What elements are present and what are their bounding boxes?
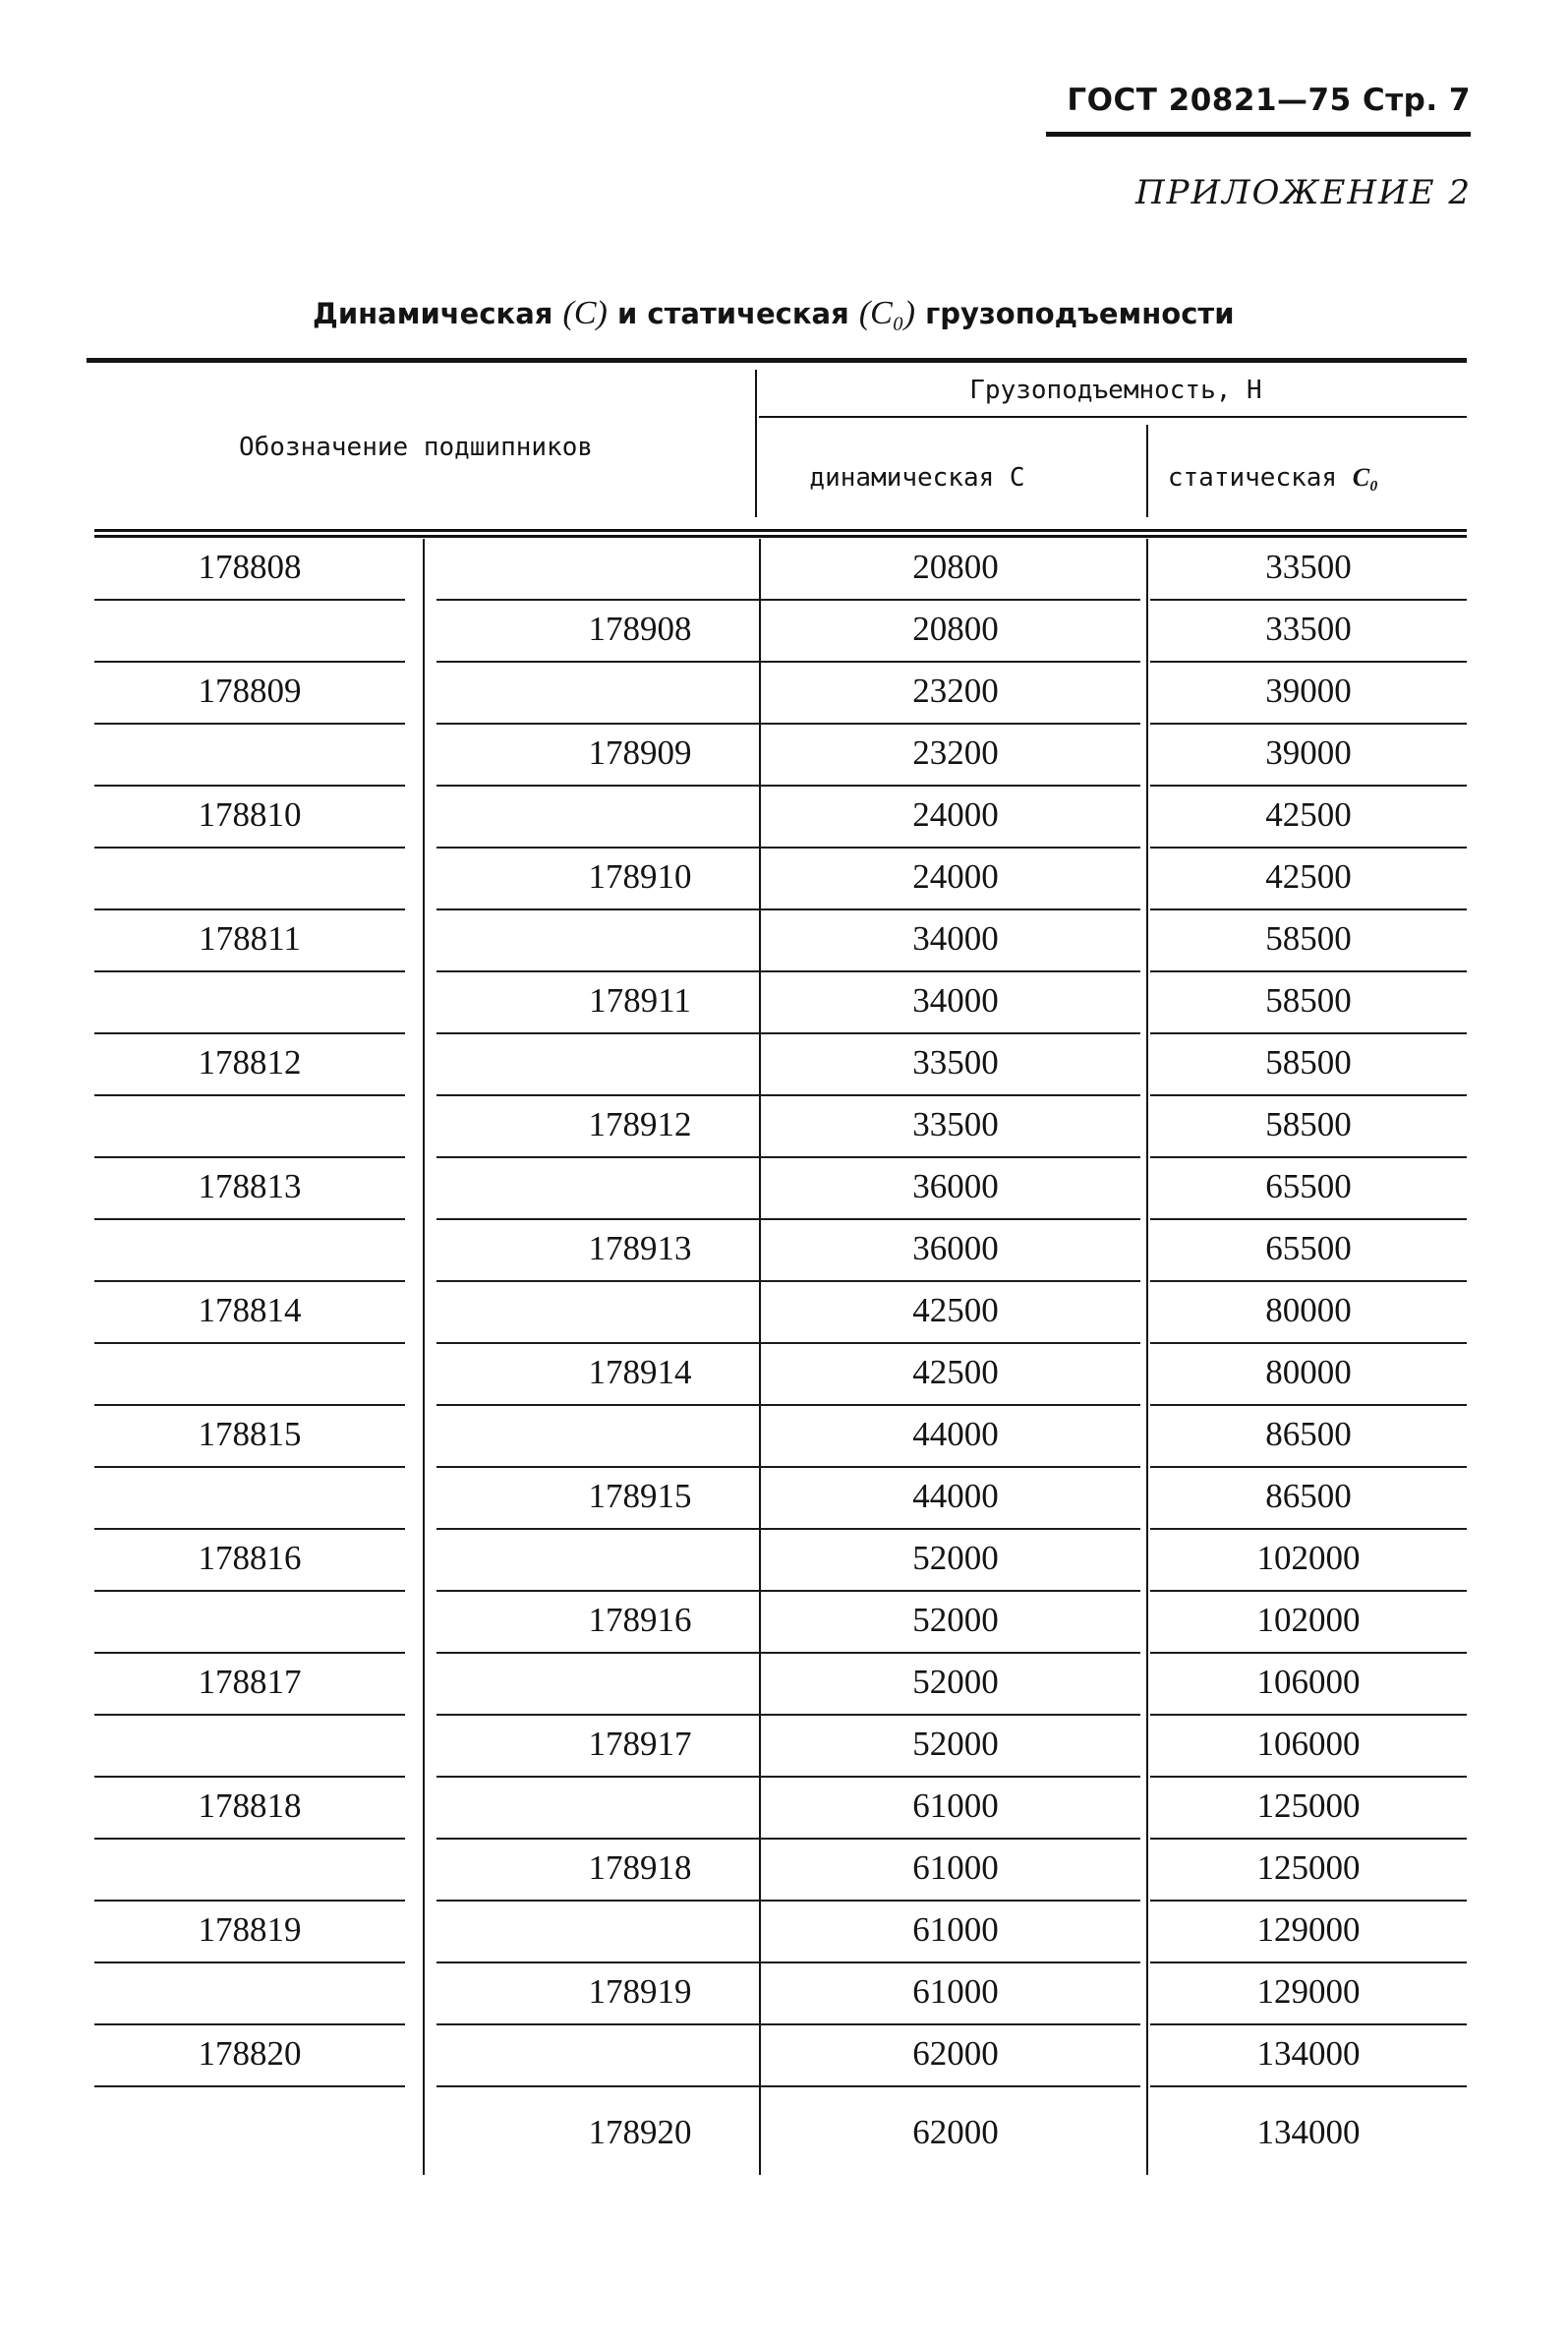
cell-designation-series-8: 178815 [94,1406,405,1468]
cell-static-capacity: 129000 [1150,1902,1467,1963]
appendix-label: ПРИЛОЖЕНИЕ 2 [1134,173,1472,212]
cell-designation-series-9: 178917 [436,1716,843,1778]
table-row [94,1096,1467,1158]
cell-static-capacity: 102000 [1150,1530,1467,1592]
cell-designation-series-8 [94,972,405,1034]
cell-dynamic-capacity: 42500 [771,1282,1140,1344]
table-row [94,1220,1467,1282]
cell-designation-series-8 [94,725,405,787]
cell-static-capacity: 58500 [1150,1096,1467,1158]
cell-dynamic-capacity: 52000 [771,1654,1140,1716]
cell-dynamic-capacity: 33500 [771,1096,1140,1158]
cell-designation-series-9: 178912 [436,1096,843,1158]
cell-designation-series-8 [94,1096,405,1158]
cell-static-capacity: 102000 [1150,1592,1467,1654]
cell-static-capacity: 39000 [1150,663,1467,725]
table-row [94,1716,1467,1778]
cell-dynamic-capacity: 62000 [912,2113,999,2151]
cell-designation-series-8 [94,1716,405,1778]
cell-designation-series-9: 178914 [436,1344,843,1406]
table-row [94,787,1467,849]
cell-dynamic-capacity: 61000 [771,1902,1140,1963]
cell-designation-series-8: 178814 [94,1282,405,1344]
table-body [94,539,1467,2168]
cell-dynamic-capacity: 34000 [771,972,1140,1034]
cell-dynamic-capacity: 20800 [771,601,1140,663]
table-row [94,2025,1467,2087]
table-row [94,1840,1467,1902]
cell-dynamic-capacity: 36000 [771,1220,1140,1282]
cell-designation-series-8 [94,1220,405,1282]
cell-designation-series-9: 178913 [436,1220,843,1282]
title-part-1: Динамическая [313,297,553,330]
title-symbol-c: (C) [562,295,608,331]
cell-dynamic-capacity: 34000 [771,910,1140,972]
cell-designation-series-8: 178811 [94,910,405,972]
page-header [1046,69,1471,137]
cell-designation-series-8 [94,2087,405,2168]
table-row [94,1592,1467,1654]
cell-designation-series-8: 178809 [94,663,405,725]
cell-designation-series-8: 178816 [94,1530,405,1592]
cell-designation-series-8 [94,601,405,663]
cell-designation-series-8 [94,1592,405,1654]
cell-static-capacity: 86500 [1150,1468,1467,1530]
cell-designation-series-8 [94,1840,405,1902]
cell-static-capacity: 80000 [1150,1282,1467,1344]
table-row [94,1902,1467,1963]
table-row [94,1406,1467,1468]
cell-static-capacity: 86500 [1150,1406,1467,1468]
cell-designation-series-9: 178911 [436,972,843,1034]
cell-designation-series-8: 178812 [94,1034,405,1096]
cell-static-capacity: 58500 [1150,972,1467,1034]
table-title [313,295,1235,332]
cell-designation-series-8: 178818 [94,1778,405,1840]
table-row [94,1282,1467,1344]
cell-dynamic-capacity: 24000 [771,849,1140,910]
title-part-3: грузоподъемности [925,297,1235,330]
cell-dynamic-capacity: 24000 [771,787,1140,849]
cell-designation-series-8 [94,1963,405,2025]
header-designation: Обозначение подшипников [238,433,594,462]
header-divider [755,370,757,517]
cell-designation-series-8: 178820 [94,2025,405,2087]
cell-static-capacity: 33500 [1150,539,1467,601]
header-static-label: статическая [1167,463,1338,493]
cell-static-capacity: 125000 [1150,1778,1467,1840]
header-double-rule [94,529,1467,538]
table-row [94,1654,1467,1716]
cell-static-capacity: 39000 [1150,725,1467,787]
cell-dynamic-capacity: 62000 [771,2025,1140,2087]
cell-designation-series-9: 178919 [436,1963,843,2025]
cell-static-capacity: 106000 [1150,1716,1467,1778]
header-dynamic: динамическая C [809,463,1025,493]
cell-dynamic-capacity: 33500 [771,1034,1140,1096]
table-row [94,1158,1467,1220]
title-symbol-c0: (C₀) [858,295,915,331]
cell-dynamic-capacity: 52000 [771,1530,1140,1592]
cell-static-capacity: 42500 [1150,849,1467,910]
table-row [94,972,1467,1034]
cell-dynamic-capacity: 23200 [771,663,1140,725]
cell-static-capacity: 129000 [1150,1963,1467,2025]
table-row [94,1034,1467,1096]
table-row [94,725,1467,787]
cell-static-capacity: 65500 [1150,1158,1467,1220]
cell-static-capacity: 58500 [1150,910,1467,972]
cell-static-capacity: 134000 [1256,2113,1361,2151]
cell-static-capacity: 58500 [1150,1034,1467,1096]
cell-dynamic-capacity: 61000 [771,1963,1140,2025]
cell-static-capacity: 42500 [1150,787,1467,849]
cell-designation-series-8: 178813 [94,1158,405,1220]
cell-designation-series-8 [94,1344,405,1406]
cell-dynamic-capacity: 42500 [771,1344,1140,1406]
title-rule [87,358,1467,363]
table-row [94,1963,1467,2025]
cell-dynamic-capacity: 36000 [771,1158,1140,1220]
cell-dynamic-capacity: 52000 [771,1716,1140,1778]
cell-designation-series-9: 178915 [436,1468,843,1530]
cell-designation-series-8: 178819 [94,1902,405,1963]
cell-static-capacity: 125000 [1150,1840,1467,1902]
cell-designation-series-9: 178918 [436,1840,843,1902]
table-row [94,1778,1467,1840]
cell-dynamic-capacity: 61000 [771,1778,1140,1840]
running-title: ГОСТ 20821—75 Стр. 7 [1067,83,1471,118]
table-row [94,1530,1467,1592]
table-row [94,601,1467,663]
cell-dynamic-capacity: 20800 [771,539,1140,601]
header-static-symbol: C₀ [1352,463,1379,492]
cell-dynamic-capacity: 44000 [771,1406,1140,1468]
cell-designation-series-8: 178817 [94,1654,405,1716]
cell-designation-series-8: 178810 [94,787,405,849]
table-header [87,364,1467,533]
table-row [94,539,1467,601]
cell-designation-series-9: 178920 [588,2113,692,2151]
table-row [94,663,1467,725]
cell-dynamic-capacity: 44000 [771,1468,1140,1530]
cell-designation-series-9: 178916 [436,1592,843,1654]
cell-static-capacity: 80000 [1150,1344,1467,1406]
cell-designation-series-8: 178808 [94,539,405,601]
title-part-2: и статическая [616,297,849,330]
cell-designation-series-9: 178908 [436,601,843,663]
table-row [94,1468,1467,1530]
cell-designation-series-8 [94,1468,405,1530]
table-row [94,2087,1467,2168]
cell-designation-series-9: 178910 [436,849,843,910]
cell-static-capacity: 33500 [1150,601,1467,663]
header-static [1079,463,1467,493]
table-row [94,849,1467,910]
header-capacity: Грузоподъемность, Н [969,376,1262,405]
header-capacity-rule [759,416,1467,418]
cell-designation-series-8 [94,849,405,910]
cell-dynamic-capacity: 52000 [771,1592,1140,1654]
table-row [94,1344,1467,1406]
cell-dynamic-capacity: 61000 [771,1840,1140,1902]
cell-static-capacity: 106000 [1150,1654,1467,1716]
cell-static-capacity: 65500 [1150,1220,1467,1282]
cell-dynamic-capacity: 23200 [771,725,1140,787]
cell-designation-series-9: 178909 [436,725,843,787]
table-row [94,910,1467,972]
cell-static-capacity: 134000 [1150,2025,1467,2087]
